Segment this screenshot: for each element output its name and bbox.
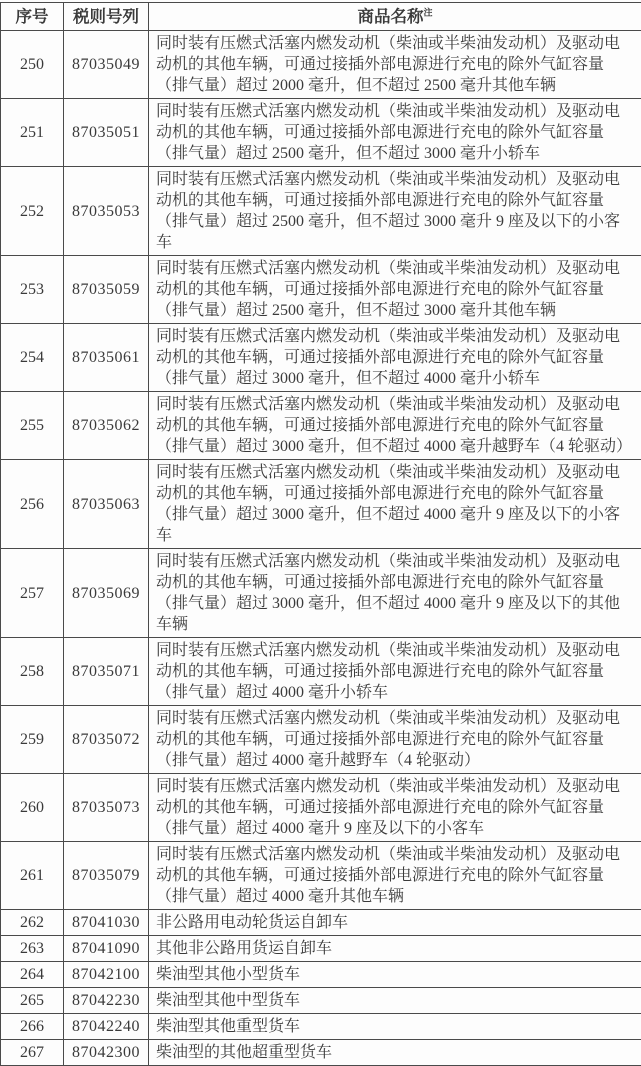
cell-serial-number: 259 xyxy=(1,706,64,774)
cell-product-name: 同时装有压燃式活塞内燃发动机（柴油或半柴油发动机）及驱动电动机的其他车辆，可通过接插外部电源进行充电的除外气缸容量（排气量）超过 3000 毫升，但不超过 4000 毫升越野车（4 轮驱动） xyxy=(149,392,641,460)
cell-serial-number: 262 xyxy=(1,910,64,936)
cell-serial-number: 258 xyxy=(1,638,64,706)
cell-serial-number: 265 xyxy=(1,988,64,1014)
cell-serial-number: 251 xyxy=(1,99,64,167)
table-row xyxy=(1,324,641,392)
note-superscript-marker: 注 xyxy=(423,8,432,18)
table-row xyxy=(1,392,641,460)
cell-tariff-code: 87041090 xyxy=(64,936,149,962)
cell-serial-number: 250 xyxy=(1,31,64,99)
table-row xyxy=(1,706,641,774)
cell-serial-number: 266 xyxy=(1,1014,64,1040)
table-row xyxy=(1,842,641,910)
table-row xyxy=(1,1014,641,1040)
cell-tariff-code: 87042240 xyxy=(64,1014,149,1040)
cell-tariff-code: 87035062 xyxy=(64,392,149,460)
table-row xyxy=(1,256,641,324)
table-row xyxy=(1,167,641,256)
cell-product-name: 其他非公路用货运自卸车 xyxy=(149,936,641,962)
cell-tariff-code: 87035073 xyxy=(64,774,149,842)
table-body xyxy=(1,31,641,1066)
table-row xyxy=(1,988,641,1014)
cell-serial-number: 260 xyxy=(1,774,64,842)
table-header xyxy=(1,3,641,31)
table-row xyxy=(1,1040,641,1066)
cell-product-name: 柴油型的其他超重型货车 xyxy=(149,1040,641,1066)
cell-tariff-code: 87035061 xyxy=(64,324,149,392)
header-row xyxy=(1,3,641,31)
cell-product-name: 同时装有压燃式活塞内燃发动机（柴油或半柴油发动机）及驱动电动机的其他车辆，可通过接插外部电源进行充电的除外气缸容量（排气量）超过 3000 毫升，但不超过 4000 毫升 9 座及以下的小客车 xyxy=(149,460,641,549)
cell-serial-number: 264 xyxy=(1,962,64,988)
cell-tariff-code: 87042230 xyxy=(64,988,149,1014)
cell-serial-number: 252 xyxy=(1,167,64,256)
cell-product-name: 同时装有压燃式活塞内燃发动机（柴油或半柴油发动机）及驱动电动机的其他车辆，可通过接插外部电源进行充电的除外气缸容量（排气量）超过 2500 毫升，但不超过 3000 毫升小轿车 xyxy=(149,99,641,167)
cell-tariff-code: 87035079 xyxy=(64,842,149,910)
cell-serial-number: 263 xyxy=(1,936,64,962)
cell-tariff-code: 87042300 xyxy=(64,1040,149,1066)
cell-tariff-code: 87041030 xyxy=(64,910,149,936)
cell-product-name: 同时装有压燃式活塞内燃发动机（柴油或半柴油发动机）及驱动电动机的其他车辆，可通过接插外部电源进行充电的除外气缸容量（排气量）超过 3000 毫升，但不超过 4000 毫升 9 座及以下的其他车辆 xyxy=(149,549,641,638)
cell-serial-number: 257 xyxy=(1,549,64,638)
table-row xyxy=(1,638,641,706)
cell-serial-number: 255 xyxy=(1,392,64,460)
col-header-serial-number: 序号 xyxy=(1,3,64,31)
cell-product-name: 同时装有压燃式活塞内燃发动机（柴油或半柴油发动机）及驱动电动机的其他车辆，可通过接插外部电源进行充电的除外气缸容量（排气量）超过 4000 毫升 9 座及以下的小客车 xyxy=(149,774,641,842)
cell-product-name: 柴油型其他小型货车 xyxy=(149,962,641,988)
cell-serial-number: 256 xyxy=(1,460,64,549)
cell-product-name: 同时装有压燃式活塞内燃发动机（柴油或半柴油发动机）及驱动电动机的其他车辆，可通过接插外部电源进行充电的除外气缸容量（排气量）超过 4000 毫升越野车（4 轮驱动） xyxy=(149,706,641,774)
cell-product-name: 同时装有压燃式活塞内燃发动机（柴油或半柴油发动机）及驱动电动机的其他车辆，可通过接插外部电源进行充电的除外气缸容量（排气量）超过 2500 毫升，但不超过 3000 毫升其他车辆 xyxy=(149,256,641,324)
cell-tariff-code: 87035051 xyxy=(64,99,149,167)
cell-tariff-code: 87035059 xyxy=(64,256,149,324)
cell-serial-number: 253 xyxy=(1,256,64,324)
cell-tariff-code: 87042100 xyxy=(64,962,149,988)
table-row xyxy=(1,31,641,99)
cell-serial-number: 267 xyxy=(1,1040,64,1066)
table-row xyxy=(1,936,641,962)
cell-tariff-code: 87035053 xyxy=(64,167,149,256)
cell-tariff-code: 87035063 xyxy=(64,460,149,549)
table-row xyxy=(1,910,641,936)
col-header-tariff-code: 税则号列 xyxy=(64,3,149,31)
table-row xyxy=(1,460,641,549)
cell-tariff-code: 87035072 xyxy=(64,706,149,774)
cell-product-name: 非公路用电动轮货运自卸车 xyxy=(149,910,641,936)
col-header-product-name xyxy=(149,3,641,31)
cell-product-name: 同时装有压燃式活塞内燃发动机（柴油或半柴油发动机）及驱动电动机的其他车辆，可通过接插外部电源进行充电的除外气缸容量（排气量）超过 3000 毫升，但不超过 4000 毫升小轿车 xyxy=(149,324,641,392)
table-row xyxy=(1,774,641,842)
cell-product-name: 柴油型其他中型货车 xyxy=(149,988,641,1014)
cell-product-name: 柴油型其他重型货车 xyxy=(149,1014,641,1040)
cell-tariff-code: 87035069 xyxy=(64,549,149,638)
cell-tariff-code: 87035049 xyxy=(64,31,149,99)
cell-serial-number: 261 xyxy=(1,842,64,910)
table-row xyxy=(1,962,641,988)
cell-serial-number: 254 xyxy=(1,324,64,392)
table-row xyxy=(1,99,641,167)
cell-product-name: 同时装有压燃式活塞内燃发动机（柴油或半柴油发动机）及驱动电动机的其他车辆，可通过接插外部电源进行充电的除外气缸容量（排气量）超过 2000 毫升，但不超过 2500 毫升其他车辆 xyxy=(149,31,641,99)
cell-product-name: 同时装有压燃式活塞内燃发动机（柴油或半柴油发动机）及驱动电动机的其他车辆，可通过接插外部电源进行充电的除外气缸容量（排气量）超过 4000 毫升其他车辆 xyxy=(149,842,641,910)
table-row xyxy=(1,549,641,638)
tariff-table xyxy=(0,2,641,1066)
product-name-label: 商品名称 xyxy=(357,7,423,26)
cell-product-name: 同时装有压燃式活塞内燃发动机（柴油或半柴油发动机）及驱动电动机的其他车辆，可通过接插外部电源进行充电的除外气缸容量（排气量）超过 4000 毫升小轿车 xyxy=(149,638,641,706)
cell-product-name: 同时装有压燃式活塞内燃发动机（柴油或半柴油发动机）及驱动电动机的其他车辆，可通过接插外部电源进行充电的除外气缸容量（排气量）超过 2500 毫升，但不超过 3000 毫升 9 座及以下的小客车 xyxy=(149,167,641,256)
cell-tariff-code: 87035071 xyxy=(64,638,149,706)
